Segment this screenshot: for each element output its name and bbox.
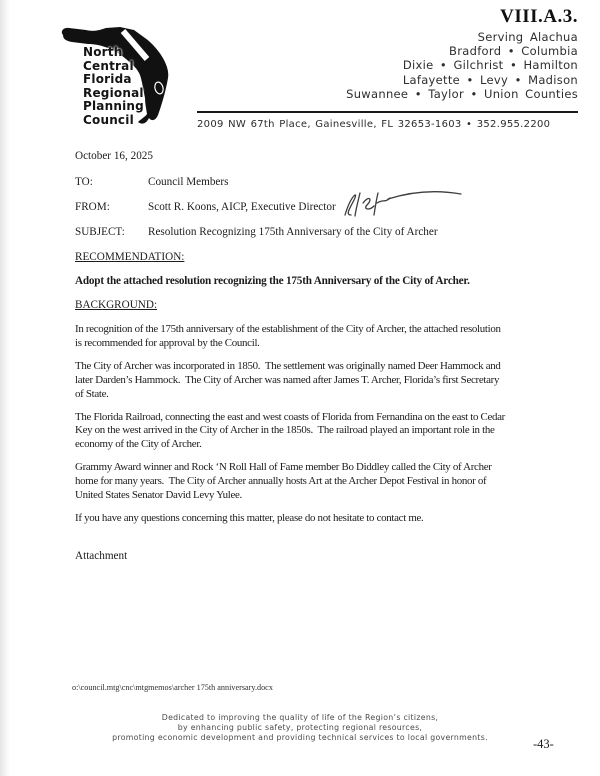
agenda-item-number: VIII.A.3. xyxy=(500,6,578,27)
to-label: TO: xyxy=(75,176,93,188)
serving-line: Suwannee • Taylor • Union Counties xyxy=(346,86,578,101)
serving-counties-list xyxy=(346,30,578,101)
paragraph-line: economy of the City of Archer. xyxy=(75,438,202,451)
body-paragraph xyxy=(75,323,553,351)
paragraph-line: United States Senator David Levy Yulee. xyxy=(75,489,242,502)
page-number: -43- xyxy=(533,737,554,751)
serving-line: Lafayette • Levy • Madison xyxy=(402,72,578,87)
paragraph-line: home for many years. The City of Archer annually hosts Art at the Archer Depot Festival in honor of xyxy=(75,475,487,488)
paragraph-line: of State. xyxy=(75,387,109,400)
memo-body xyxy=(75,145,553,562)
background-heading: BACKGROUND: xyxy=(75,299,158,311)
from-value: Scott R. Koons, AICP, Executive Director xyxy=(148,201,336,213)
paragraph-line: The City of Archer was incorporated in 1850. The settlement was originally named Deer Hammock and xyxy=(75,359,501,372)
logo-word: Regional xyxy=(83,85,144,100)
footer-mission xyxy=(0,713,600,743)
logo-word: Council xyxy=(83,112,134,127)
file-path: o:\council.mtg\cnc\mtgmemos\archer 175th anniversary.docx xyxy=(72,683,273,692)
mission-line: promoting economic development and providing technical services to local governments. xyxy=(112,733,488,742)
memo-field-to xyxy=(75,176,553,188)
mission-line: by enhancing public safety, protecting regional resources, xyxy=(177,723,423,732)
signature-icon xyxy=(333,185,473,221)
serving-line: Serving Alachua xyxy=(477,30,578,44)
attachment-note: Attachment xyxy=(75,549,128,562)
council-logo-wordmark xyxy=(83,46,144,128)
body-paragraph xyxy=(75,461,553,503)
memo-date: October 16, 2025 xyxy=(75,150,153,162)
logo-word: Florida xyxy=(83,72,132,87)
subject-label: SUBJECT: xyxy=(75,226,125,238)
paragraph-line: The Florida Railroad, connecting the east and west coasts of Florida from Fernandina on the east to Cedar xyxy=(75,410,506,423)
memo-field-subject xyxy=(75,226,553,238)
paragraph-line: If you have any questions concerning this matter, please do not hesitate to contact me. xyxy=(75,511,424,524)
paragraph-line: later Darden’s Hammock. The City of Archer was named after James T. Archer, Florida’s first Secretary xyxy=(75,373,500,386)
paragraph-line: Key on the west arrived in the City of Archer in the 1850s. The railroad played an important role in the xyxy=(75,424,495,437)
paragraph-line: Grammy Award winner and Rock ‘N Roll Hall of Fame member Bo Diddley called the City of Archer xyxy=(75,461,492,474)
body-paragraph xyxy=(75,360,553,402)
letterhead-divider-line xyxy=(197,111,578,113)
scan-edge-artifact xyxy=(0,0,10,776)
mission-line: Dedicated to improving the quality of life of the Region’s citizens, xyxy=(161,713,439,722)
subject-value: Resolution Recognizing 175th Anniversary of the City of Archer xyxy=(148,226,438,238)
recommendation-text: Adopt the attached resolution recognizing the 175th Anniversary of the City of Archer. xyxy=(75,275,470,287)
logo-word: North xyxy=(83,45,123,59)
paragraph-line: In recognition of the 175th anniversary of the establishment of the City of Archer, the attached resolution xyxy=(75,323,501,335)
recommendation-heading: RECOMMENDATION: xyxy=(75,251,185,263)
logo-word: Central xyxy=(83,58,134,73)
serving-line: Bradford • Columbia xyxy=(449,44,578,59)
closing-paragraph xyxy=(75,512,553,526)
memo-field-from xyxy=(75,201,553,213)
paragraph-line: is recommended for approval by the Council. xyxy=(75,336,260,349)
body-paragraph xyxy=(75,411,553,453)
letterhead-address: 2009 NW 67th Place, Gainesville, FL 32653-1603 • 352.955.2200 xyxy=(197,119,551,130)
logo-word: Planning xyxy=(83,99,144,114)
serving-line: Dixie • Gilchrist • Hamilton xyxy=(402,58,578,73)
from-label: FROM: xyxy=(75,201,110,213)
to-value: Council Members xyxy=(148,176,229,188)
